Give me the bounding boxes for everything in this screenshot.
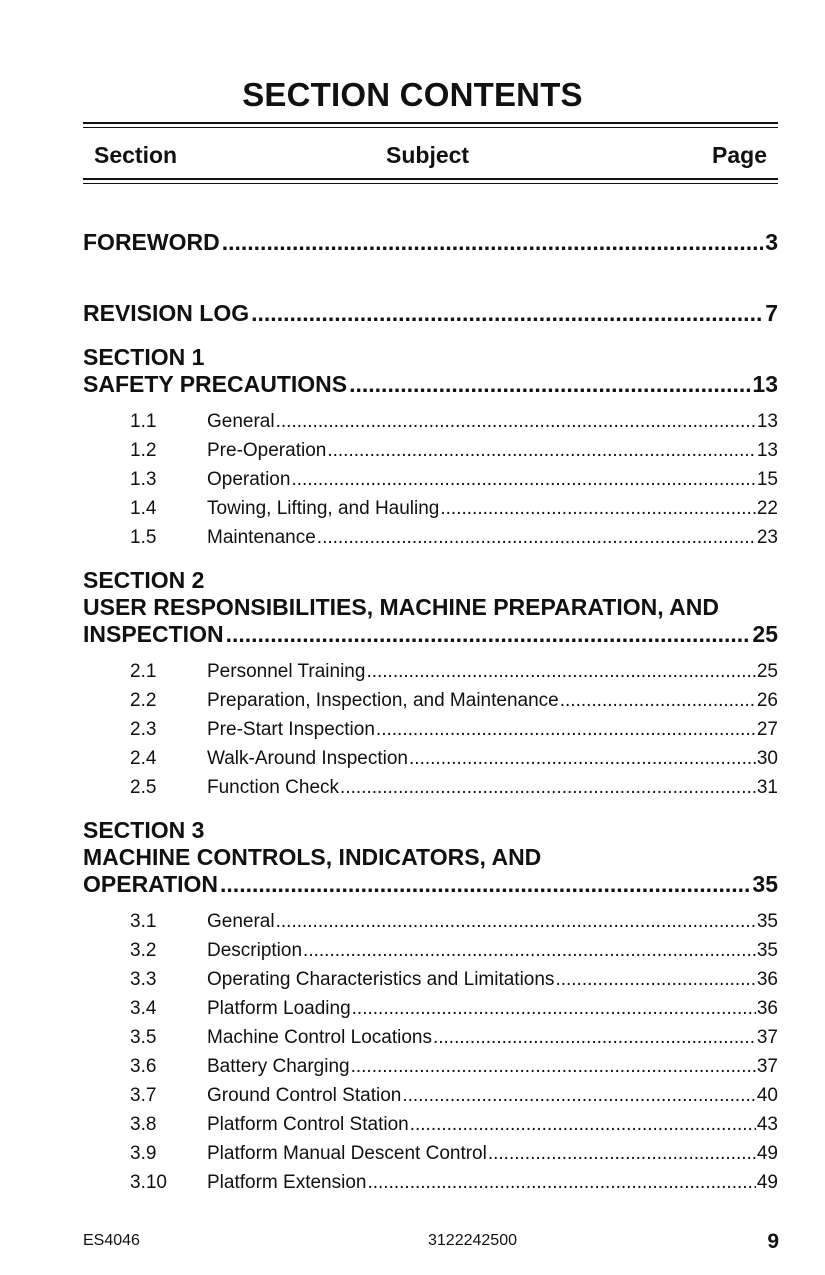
footer-page-number: 9 xyxy=(767,1230,779,1253)
dot-leader xyxy=(410,1114,756,1136)
subentry-page: 37 xyxy=(756,1027,778,1048)
toc-entry-page: 3 xyxy=(765,229,778,255)
subentry-number: 2.1 xyxy=(130,661,157,682)
subentry-page: 22 xyxy=(756,498,778,519)
dot-leader xyxy=(352,998,756,1020)
toc-subentry-2-5[interactable] xyxy=(130,777,778,799)
dot-leader xyxy=(488,1143,756,1165)
dot-leader xyxy=(276,911,756,933)
subentry-page: 35 xyxy=(756,940,778,961)
toc-entry-label: FOREWORD xyxy=(83,229,220,255)
footer-model: ES4046 xyxy=(83,1232,140,1249)
toc-subentry-1-1[interactable] xyxy=(130,411,778,433)
header-rule-top xyxy=(83,122,778,128)
subentry-number: 2.5 xyxy=(130,777,157,798)
subentry-page: 40 xyxy=(756,1085,778,1106)
toc-subentry-1-3[interactable] xyxy=(130,469,778,491)
section-title-line2: OPERATION xyxy=(83,871,219,897)
subentry-page: 27 xyxy=(756,719,778,740)
subentry-label: Platform Extension xyxy=(207,1172,367,1193)
dot-leader xyxy=(317,527,756,549)
toc-subentry-1-2[interactable] xyxy=(130,440,778,462)
toc-section-3[interactable] xyxy=(83,817,778,898)
dot-leader xyxy=(367,1172,755,1194)
dot-leader xyxy=(560,690,756,712)
dot-leader xyxy=(276,411,756,433)
subentry-number: 1.2 xyxy=(130,440,157,461)
subentry-label: Machine Control Locations xyxy=(207,1027,432,1048)
subentry-page: 49 xyxy=(756,1172,778,1193)
column-header-section: Section xyxy=(94,142,178,168)
subentry-number: 3.2 xyxy=(130,940,157,961)
dot-leader xyxy=(376,719,756,741)
dot-leader xyxy=(327,440,756,462)
subentry-number: 2.3 xyxy=(130,719,157,740)
subentry-label: Function Check xyxy=(207,777,340,798)
subentry-number: 3.6 xyxy=(130,1056,157,1077)
section-page: 25 xyxy=(752,621,778,647)
subentry-number: 1.1 xyxy=(130,411,157,432)
section-title: SAFETY PRECAUTIONS xyxy=(83,371,348,397)
section-heading: SECTION 3 xyxy=(83,817,205,843)
subentry-label: Ground Control Station xyxy=(207,1085,402,1106)
dot-leader xyxy=(555,969,755,991)
subentry-label: Maintenance xyxy=(207,527,316,548)
subentry-label: Platform Control Station xyxy=(207,1114,409,1135)
subentry-page: 13 xyxy=(756,440,778,461)
dot-leader xyxy=(351,1056,756,1078)
subentry-label: General xyxy=(207,911,275,932)
toc-subentry-2-4[interactable] xyxy=(130,748,778,770)
toc-subentry-3-2[interactable] xyxy=(130,940,778,962)
subentry-number: 3.8 xyxy=(130,1114,157,1135)
subentry-label: Pre-Operation xyxy=(207,440,327,461)
subentry-page: 37 xyxy=(756,1056,778,1077)
section-page: 13 xyxy=(752,371,778,397)
header-rule-bottom xyxy=(83,178,778,184)
subentry-number: 3.5 xyxy=(130,1027,157,1048)
toc-entry-foreword[interactable] xyxy=(83,229,778,256)
subentry-page: 13 xyxy=(756,411,778,432)
section-title-line1: USER RESPONSIBILITIES, MACHINE PREPARATION, AND xyxy=(83,594,719,620)
subentry-page: 36 xyxy=(756,969,778,990)
dot-leader xyxy=(366,661,755,683)
section-title-line1: MACHINE CONTROLS, INDICATORS, AND xyxy=(83,844,542,870)
toc-subentry-3-1[interactable] xyxy=(130,911,778,933)
subentry-number: 2.4 xyxy=(130,748,157,769)
dot-leader xyxy=(402,1085,756,1107)
dot-leader xyxy=(220,871,750,898)
toc-section-1[interactable] xyxy=(83,344,778,398)
dot-leader xyxy=(291,469,755,491)
dot-leader xyxy=(440,498,755,520)
subentry-page: 43 xyxy=(756,1114,778,1135)
toc-section-2[interactable] xyxy=(83,567,778,648)
subentry-label: General xyxy=(207,411,275,432)
subentry-number: 1.5 xyxy=(130,527,157,548)
subentry-page: 49 xyxy=(756,1143,778,1164)
subentry-label: Pre-Start Inspection xyxy=(207,719,375,740)
subentry-number: 3.9 xyxy=(130,1143,157,1164)
dot-leader xyxy=(433,1027,756,1049)
toc-subentry-3-3[interactable] xyxy=(130,969,778,991)
toc-subentry-3-5[interactable] xyxy=(130,1027,778,1049)
toc-subentry-1-4[interactable] xyxy=(130,498,778,520)
toc-subentry-2-3[interactable] xyxy=(130,719,778,741)
subentry-label: Towing, Lifting, and Hauling xyxy=(207,498,440,519)
subentry-number: 3.7 xyxy=(130,1085,157,1106)
subentry-number: 2.2 xyxy=(130,690,157,711)
subentry-page: 25 xyxy=(756,661,778,682)
page-title: SECTION CONTENTS xyxy=(242,76,583,113)
dot-leader xyxy=(409,748,756,770)
subentry-label: Personnel Training xyxy=(207,661,366,682)
section-heading: SECTION 2 xyxy=(83,567,205,593)
subentry-label: Battery Charging xyxy=(207,1056,350,1077)
subentry-page: 35 xyxy=(756,911,778,932)
subentry-number: 1.3 xyxy=(130,469,157,490)
subentry-label: Preparation, Inspection, and Maintenance xyxy=(207,690,559,711)
dot-leader xyxy=(251,300,763,327)
subentry-number: 3.3 xyxy=(130,969,157,990)
subentry-page: 15 xyxy=(756,469,778,490)
section-title-line2: INSPECTION xyxy=(83,621,224,647)
subentry-label: Walk-Around Inspection xyxy=(207,748,409,769)
dot-leader xyxy=(222,229,763,256)
subentry-label: Description xyxy=(207,940,303,961)
toc-subentry-3-8[interactable] xyxy=(130,1114,778,1136)
subentry-number: 1.4 xyxy=(130,498,157,519)
toc-subentry-2-1[interactable] xyxy=(130,661,778,683)
toc-subentry-1-5[interactable] xyxy=(130,527,778,549)
subentry-number: 3.1 xyxy=(130,911,157,932)
toc-subentry-3-9[interactable] xyxy=(130,1143,778,1165)
subentry-number: 3.10 xyxy=(130,1172,167,1193)
column-header-subject: Subject xyxy=(386,142,470,168)
toc-entry-page: 7 xyxy=(765,300,778,326)
section-heading: SECTION 1 xyxy=(83,344,205,370)
subentry-label: Operation xyxy=(207,469,291,490)
toc-subentry-2-2[interactable] xyxy=(130,690,778,712)
column-header-page: Page xyxy=(712,142,767,168)
subentry-number: 3.4 xyxy=(130,998,157,1019)
subentry-page: 30 xyxy=(756,748,778,769)
dot-leader xyxy=(226,621,751,648)
section-page: 35 xyxy=(752,871,778,897)
subentry-page: 36 xyxy=(756,998,778,1019)
subentry-page: 26 xyxy=(756,690,778,711)
toc-subentry-3-7[interactable] xyxy=(130,1085,778,1107)
toc-entry-revision-log[interactable] xyxy=(83,300,778,327)
footer-part-number: 3122242500 xyxy=(428,1232,517,1249)
toc-entry-label: REVISION LOG xyxy=(83,300,250,326)
dot-leader xyxy=(340,777,756,799)
toc-subentry-3-10[interactable] xyxy=(130,1172,778,1194)
dot-leader xyxy=(349,371,750,398)
subentry-page: 23 xyxy=(756,527,778,548)
subentry-page: 31 xyxy=(756,777,778,798)
toc-subentry-3-6[interactable] xyxy=(130,1056,778,1078)
subentry-label: Platform Manual Descent Control xyxy=(207,1143,487,1164)
subentry-label: Operating Characteristics and Limitations xyxy=(207,969,555,990)
dot-leader xyxy=(303,940,756,962)
toc-subentry-3-4[interactable] xyxy=(130,998,778,1020)
subentry-label: Platform Loading xyxy=(207,998,351,1019)
